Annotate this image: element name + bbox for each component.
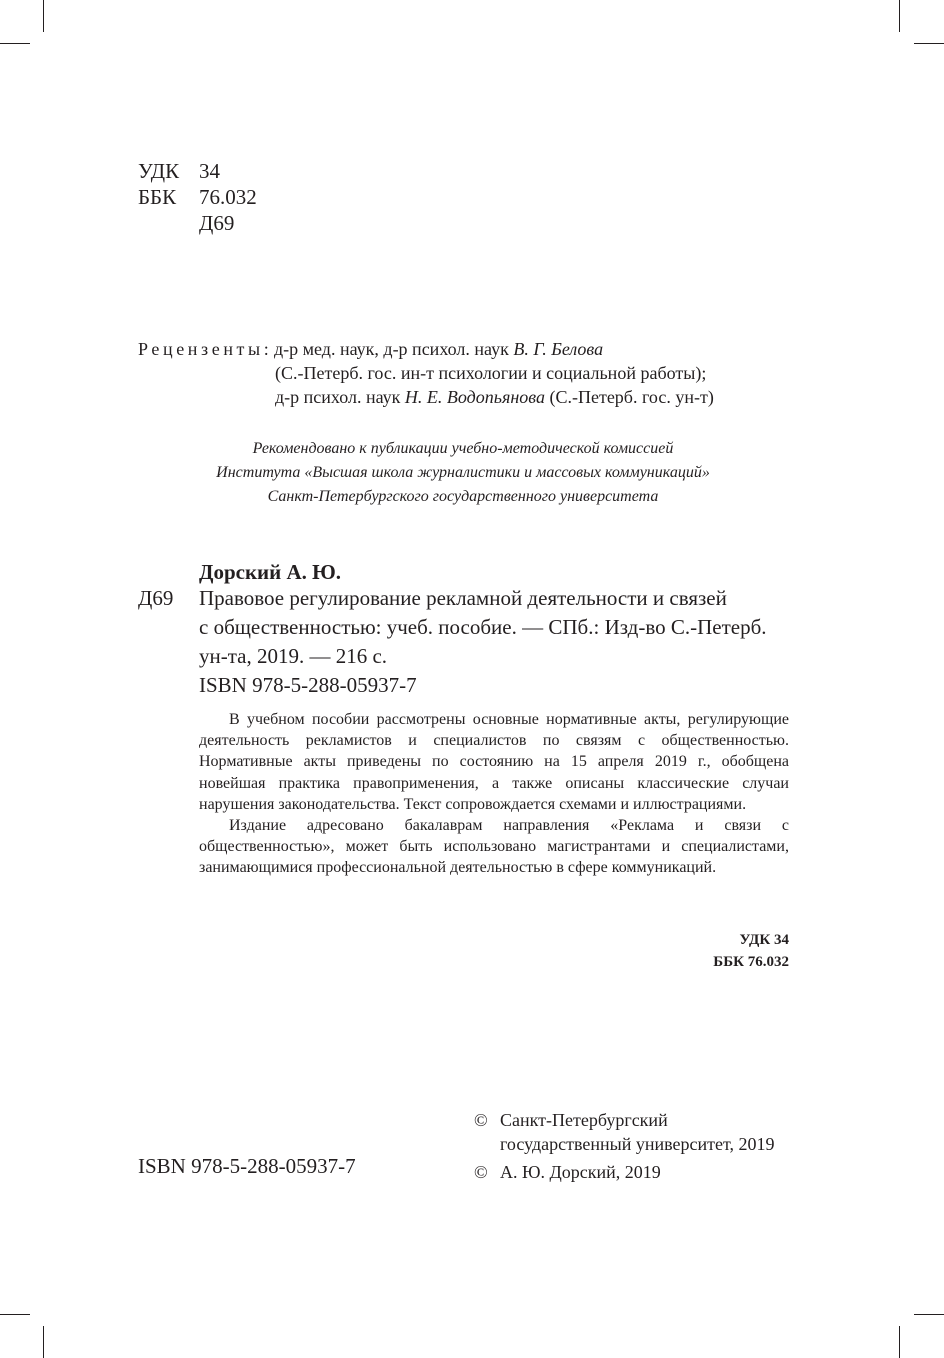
reviewer-2-degree: д-р психол. наук [275,387,401,407]
recommendation-line: Института «Высшая школа журналистики и массовых коммуникаций» [216,464,710,481]
reviewers-block [138,337,798,409]
crop-mark [914,43,944,44]
biblio-line: ун-та, 2019. — 216 с. [199,644,388,668]
crop-mark [43,0,44,32]
crop-mark [899,1326,900,1358]
reviewer-2-affiliation: (С.-Петерб. гос. ун-т) [549,387,714,407]
annotation-paragraph: Издание адресовано бакалаврам направления «Реклама и связи с общественностью», может быть использовано магистрантами и специалистами, занимающимися профессиональной деятельностью в сфере коммуникаций. [199,817,789,877]
author-mark-bibliography: Д69 [138,586,174,610]
annotation [199,709,789,879]
bibliographic-description [199,584,789,700]
udk-label: УДК [138,159,180,183]
book-author: Дорский А. Ю. [199,560,342,584]
annotation-paragraph: В учебном пособии рассмотрены основные нормативные акты, регулирующие деятельность рекламистов и специалистов по связям с общественностью. Нормативные акты приведены по состоянию на 15 апреля 2019 г., обобщена новейшая практика правоприменения, а также описаны классические случаи нарушения законодательства. Текст сопровождается схемами и иллюстрациями. [199,711,789,813]
crop-mark [43,1326,44,1358]
classification-footer [600,929,789,973]
copyright-holder-1: Санкт-Петербургский [500,1110,668,1130]
reviewer-2 [138,385,798,409]
copyright-block [474,1108,775,1188]
bbk-label: ББК [138,185,177,209]
biblio-line: Правовое регулирование рекламной деятельности и связей [199,586,727,610]
copyright-icon: © [474,1162,488,1182]
bbk-value: 76.032 [199,185,257,209]
reviewer-1-degree: д-р мед. наук, д-р психол. наук [274,339,509,359]
recommendation-line: Рекомендовано к публикации учебно-методической комиссией [252,440,674,457]
crop-mark [0,1314,30,1315]
reviewer-2-name: Н. Е. Водопьянова [404,387,545,407]
copyright-holder-1-cont: государственный университет, 2019 [500,1134,775,1154]
crop-mark [899,0,900,32]
recommendation-line: Санкт-Петербургского государственного университета [267,488,659,505]
udk-footer: УДК 34 [739,932,789,948]
copyright-holder-2: А. Ю. Дорский, 2019 [500,1162,661,1182]
biblio-isbn: ISBN 978-5-288-05937-7 [199,673,417,697]
isbn: ISBN 978-5-288-05937-7 [138,1154,356,1178]
crop-mark [0,43,30,44]
reviewer-1-name: В. Г. Белова [513,339,604,359]
crop-mark [914,1314,944,1315]
recommendation-note [138,437,788,509]
udk-value: 34 [199,159,220,183]
reviewer-1-affiliation: (С.-Петерб. гос. ин-т психологии и социальной работы); [275,363,707,383]
biblio-line: с общественностью: учеб. пособие. — СПб.: Изд-во С.-Петерб. [199,615,767,639]
bbk-footer: ББК 76.032 [713,954,789,970]
copyright-icon: © [474,1110,488,1130]
classification-codes [138,158,257,236]
author-mark: Д69 [199,211,235,235]
reviewers-label: Рецензенты: [138,339,273,359]
